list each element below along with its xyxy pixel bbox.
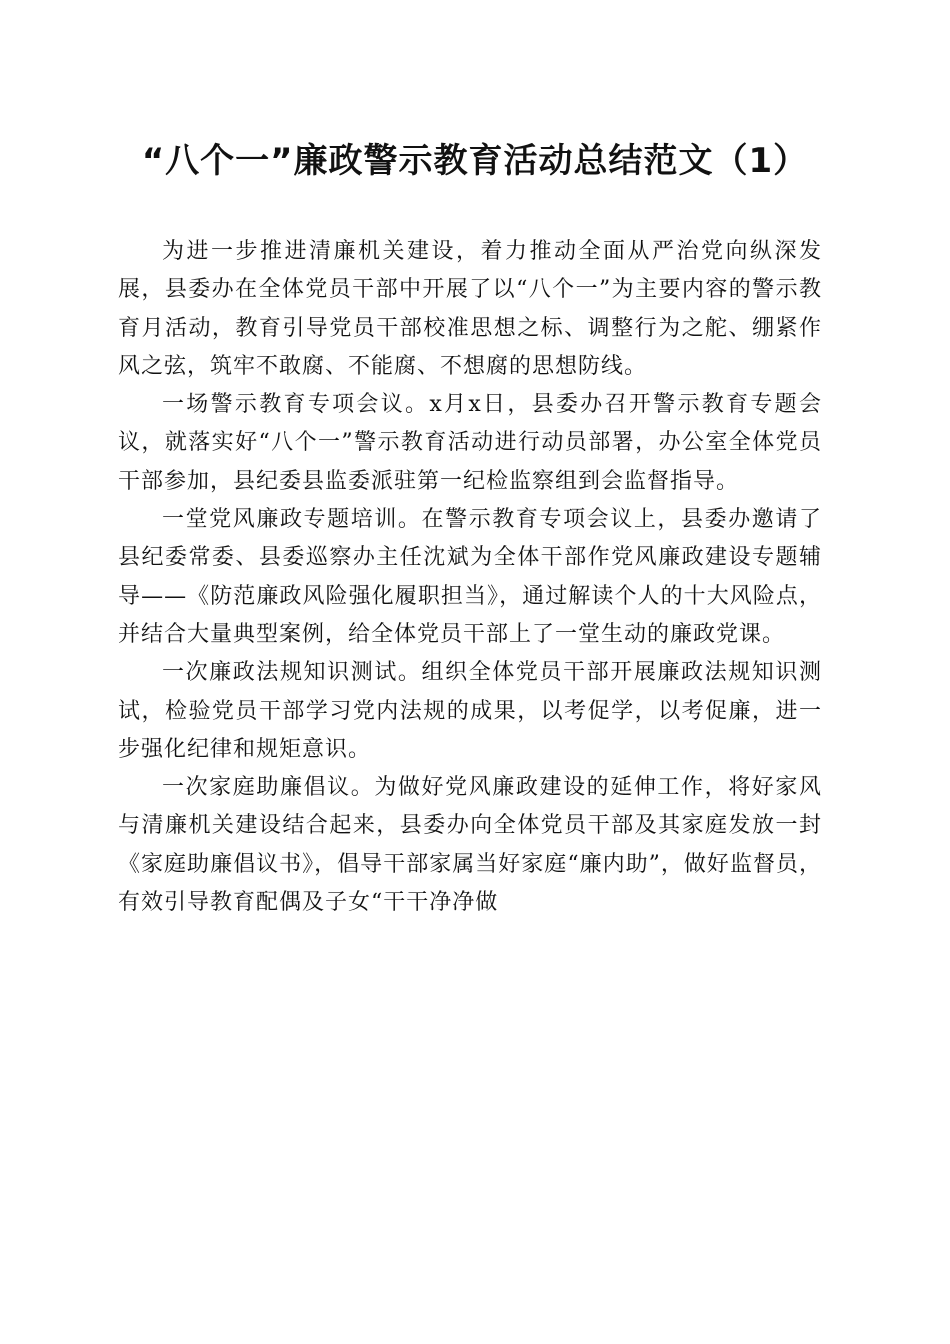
paragraph-family-initiative: 一次家庭助廉倡议。为做好党风廉政建设的延伸工作，将好家风与清廉机关建设结合起来，县委办向全体党员干部及其家庭发放一封《家庭助廉倡议书》，倡导干部家属当好家庭“廉内助”，做好监督员，有效引导教育配偶及子女“干干净净做 [118,775,822,916]
paragraph-training: 一堂党风廉政专题培训。在警示教育专项会议上，县委办邀请了县纪委常委、县委巡察办主任沈斌为全体干部作党风廉政建设专题辅导——《防范廉政风险强化履职担当》，通过解读个人的十大风险点，并结合大量典型案例，给全体党员干部上了一堂生动的廉政党课。 [118,507,822,647]
paragraph-knowledge-test: 一次廉政法规知识测试。组织全体党员干部开展廉政法规知识测试，检验党员干部学习党内法规的成果，以考促学，以考促廉，进一步强化纪律和规矩意识。 [118,660,822,762]
document-body [118,233,822,922]
intro-paragraph: 为进一步推进清廉机关建设，着力推动全面从严治党向纵深发展，县委办在全体党员干部中开展了以“八个一”为主要内容的警示教育月活动，教育引导党员干部校准思想之标、调整行为之舵、绷紧作风之弦，筑牢不敢腐、不能腐、不想腐的思想防线。 [118,239,822,379]
paragraph-warning-meeting: 一场警示教育专项会议。x月x日，县委办召开警示教育专题会议，就落实好“八个一”警示教育活动进行动员部署，办公室全体党员干部参加，县纪委县监委派驻第一纪检监察组到会监督指导。 [118,392,822,494]
document-title: “八个一”廉政警示教育活动总结范文（1） [141,141,809,181]
